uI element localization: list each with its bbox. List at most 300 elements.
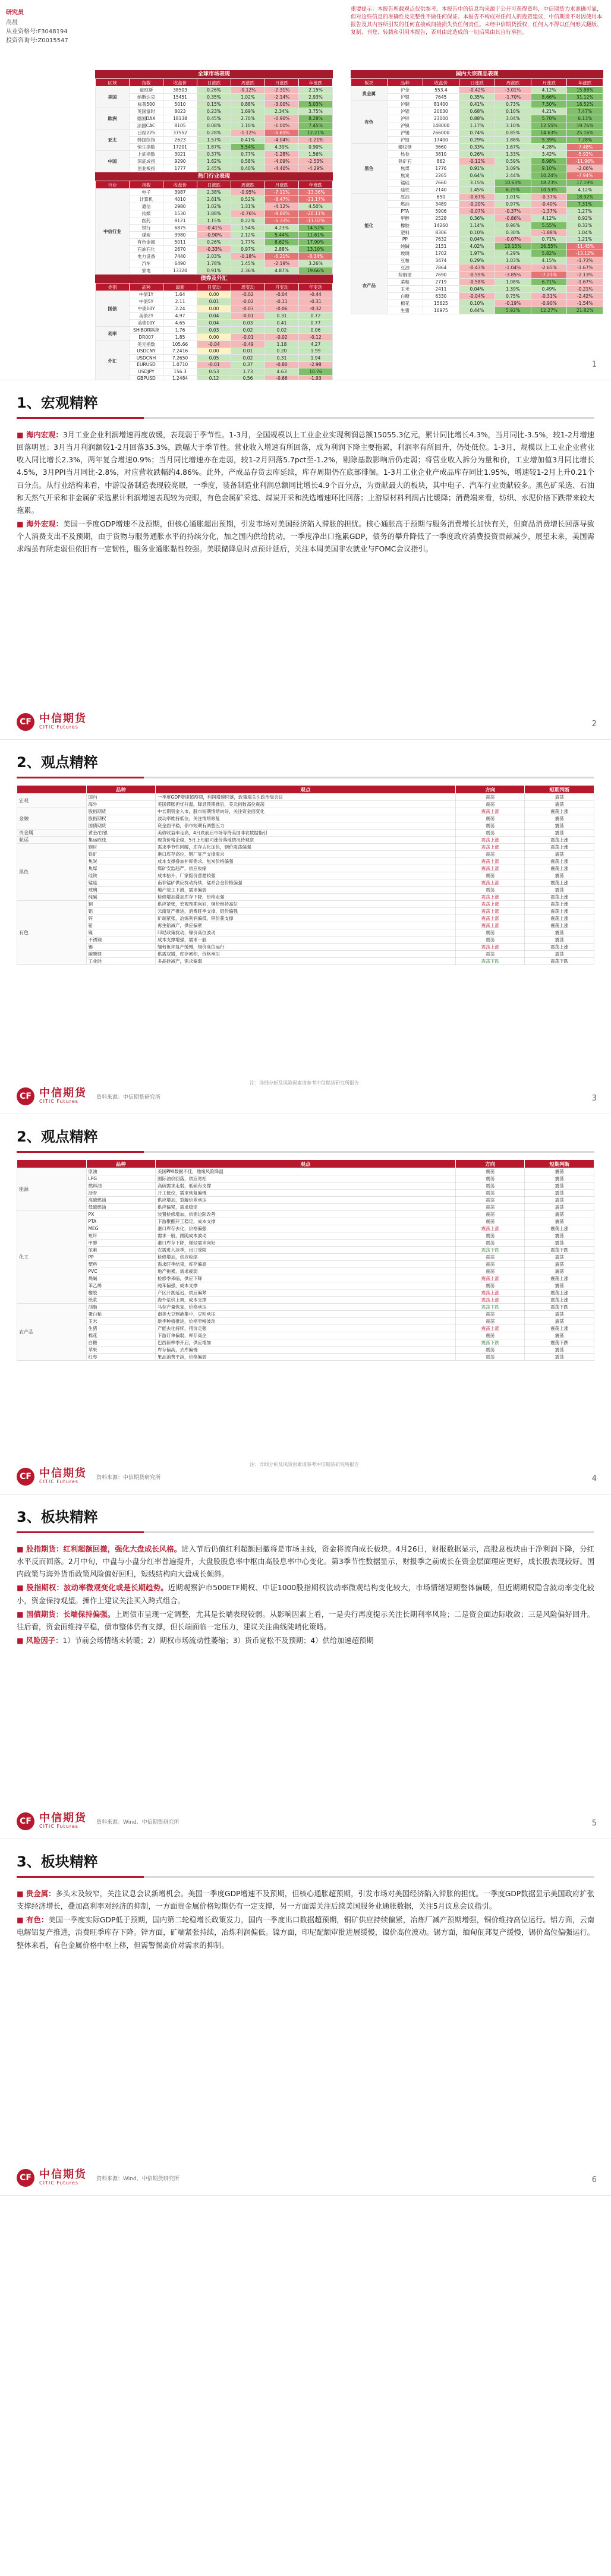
table-cell: 862 — [423, 158, 459, 165]
column-header: 月变动 — [265, 283, 299, 291]
table-row — [96, 298, 333, 305]
table-cell: 震荡 — [525, 851, 594, 858]
section-rule — [17, 1876, 594, 1878]
column-header: 月涨跌 — [531, 79, 567, 87]
table-cell: 美元指数 — [130, 340, 163, 348]
table-cell: -13.36% — [299, 189, 333, 196]
logo-mark-icon: CF — [17, 713, 34, 731]
table-cell: 道琼斯 — [130, 87, 163, 94]
table-cell: -4.09% — [265, 158, 299, 165]
table-cell: 1.08% — [495, 279, 531, 286]
bullet-label: ■ 股指期货： — [17, 1545, 64, 1553]
table-cell: 缅甸佤邦复产缓慢，锡价高位运行 — [156, 944, 456, 951]
table-cell: 橡胶 — [86, 1289, 156, 1297]
table-row — [351, 115, 603, 122]
table-cell: 0.26% — [197, 239, 231, 246]
table-cell: 震荡 — [525, 1204, 594, 1211]
table-cell: 沪银 — [387, 94, 423, 101]
table-cell: 0.97% — [231, 246, 265, 253]
table-cell: 0.44% — [459, 307, 495, 314]
table-cell: 震荡 — [525, 1347, 594, 1354]
table-row — [351, 229, 603, 236]
table-cell: 15.88% — [567, 87, 603, 94]
table-cell: 3021 — [163, 151, 197, 158]
table-cell: 震荡上涨 — [455, 837, 525, 844]
table-cell: 恒生指数 — [130, 144, 163, 151]
table-cell: 15625 — [423, 300, 459, 307]
table-cell: 7440 — [163, 253, 197, 260]
table-row — [351, 286, 603, 293]
table-cell: 0.90% — [299, 144, 333, 151]
table-cell: 4.97 — [163, 313, 197, 320]
table-cell: 不锈钢 — [86, 937, 156, 944]
table-cell: 再生铅减产，供应偏紧 — [156, 922, 456, 929]
table-cell: 1.10% — [231, 122, 265, 130]
table-cell: 震荡 — [525, 1318, 594, 1325]
table-cell: 4.21% — [531, 108, 567, 115]
table-row — [351, 257, 603, 264]
table-row — [96, 158, 333, 165]
table-cell: 高硫燃油 — [86, 1197, 156, 1204]
table-cell: -0.66 — [265, 375, 299, 380]
table-cell: 利率 — [96, 327, 130, 341]
table-cell: -21.17% — [299, 196, 333, 203]
table-cell: -0.04% — [459, 293, 495, 300]
table-cell: 震荡 — [525, 830, 594, 837]
logo-en: CITIC Futures — [39, 1479, 78, 1485]
citic-logo — [17, 713, 87, 731]
table-cell: 5.03% — [299, 101, 333, 108]
table-cell: 震荡 — [525, 1168, 594, 1175]
table-row — [96, 210, 333, 217]
column-header: 类别 — [96, 283, 130, 291]
table-cell: 豆粕 — [387, 257, 423, 264]
table-cell: 2265 — [423, 172, 459, 179]
table-cell: 震荡 — [455, 937, 525, 944]
table-cell: 0.20 — [265, 348, 299, 355]
table-cell: 4.12% — [531, 87, 567, 94]
table-cell: 0.37 — [231, 361, 265, 368]
table-row — [17, 1261, 594, 1268]
table-cell: 纸浆 — [86, 1297, 156, 1304]
table-cell: 650 — [423, 194, 459, 201]
table-cell: 沥青 — [86, 1190, 156, 1197]
page-number: 2 — [591, 720, 597, 729]
table-row — [17, 915, 594, 922]
column-header: 收盘价 — [163, 181, 197, 189]
table-cell: 震荡 — [525, 1183, 594, 1190]
table-row — [351, 179, 603, 187]
table-cell: 一季度GDP增速超预期，利润增速回落，政策端关注政治局会议 — [156, 794, 456, 801]
table-row — [96, 122, 333, 130]
table-cell: 0.12 — [197, 375, 231, 380]
table-cell: 美国PMI数据不佳，地缘风险降温 — [156, 1168, 456, 1175]
table-cell: 1.0710 — [163, 361, 197, 368]
table-cell: 震荡上涨 — [525, 922, 594, 929]
table-row — [96, 348, 333, 355]
table-cell: PVC — [86, 1268, 156, 1275]
table-cell: 1.45% — [459, 187, 495, 194]
bullet-label: ■ 有色： — [17, 1916, 49, 1925]
table-cell: 云南复产推进，消费旺季支撑，铝价偏强 — [156, 908, 456, 915]
table-cell: 震荡 — [525, 951, 594, 958]
citic-logo — [17, 1468, 87, 1486]
table-cell: 股指期货 — [86, 808, 156, 815]
table-cell: -0.12% — [459, 158, 495, 165]
table-cell: 矿端紧张，冶炼利润偏低，锌价获支撑 — [156, 915, 456, 922]
table-cell: 深证成指 — [130, 158, 163, 165]
table-cell: 铜 — [86, 901, 156, 908]
table-cell: 震荡下跌 — [455, 1339, 525, 1347]
table-cell: -11.45% — [567, 243, 603, 250]
table-cell: 外汇 — [96, 340, 130, 380]
table-cell: 13320 — [163, 267, 197, 275]
table-cell: 震荡 — [455, 1218, 525, 1225]
table-row — [351, 165, 603, 172]
paragraph: 3月工业企业利润增速再度放缓，表现弱于季节性。1-3月，全国规模以上工业企业实现利润总额15055.3亿元，累计同比增长4.3%，当月同比-3.5%，较1-2月增速回落明显；3月当月利润额较1-2月回落35.3%，跌幅大于季节性。营业收入增速有所回落，成为利润下降主要拖累，利润率有所回升，仍处低位。1-3月，规模以上工业企业营业收入同比增长2.3%，两年复合增速0.9%；当月同比增速亦在走弱，较1-2月回落5.7pct至-1.2%，剔除基数影响后仍走弱；将营业收入拆分为量和价，工业增加值3月同比增长4.5%，3月PPI当月同比-2.8%，对应营收跌幅约4.86%。此外，产成品存货去库延续，库存周期仍在底部徘徊。1-3月工业企业产成品库存同比1.95%，增速较1-2月上升0.21个百分点。从行业结构来看，中游设备制造表现较亮眼，一季度，装备制造业利润总额同比增长4.9个百分点，为贡献最大的板块，其中电子、汽车行业贡献较多。黑色矿采选、石油和天然气开采和非金属矿采选累计利润增速表现较为亮眼，有色金属矿采选、煤炭开采和洗选增速环比回落；上游原材料利润占比缓降；消费端来看，纺织、水泥价格下跌带来较大拖累。 — [17, 431, 594, 515]
table-row — [17, 1311, 594, 1318]
table-cell: 7645 — [423, 94, 459, 101]
table-row — [351, 222, 603, 229]
table-cell: 9.10% — [531, 165, 567, 172]
table-cell: 棉花 — [86, 1332, 156, 1339]
source: 资料来源：Wind、中信期货研究所 — [96, 1819, 179, 1825]
table-cell: 0.06 — [299, 327, 333, 334]
table-cell: 0.28% — [197, 130, 231, 137]
table-cell: 0.26% — [197, 87, 231, 94]
table-cell: 震荡上涨 — [455, 879, 525, 887]
table-cell: 有色 — [351, 101, 388, 144]
table-cell: 集运欧线 — [86, 837, 156, 844]
column-header: 年涨跌 — [567, 79, 603, 87]
table-cell: 1702 — [423, 250, 459, 257]
table-cell: 1530 — [163, 210, 197, 217]
table-cell: 0.59% — [495, 158, 531, 165]
table-cell: 4.39% — [265, 144, 299, 151]
table-cell: 4.15% — [531, 257, 567, 264]
table-cell: 0.40% — [231, 165, 265, 172]
table-cell: -0.21% — [567, 286, 603, 293]
page-number: 6 — [591, 2175, 597, 2184]
table-row — [17, 1325, 594, 1332]
table-row — [17, 1254, 594, 1261]
table-cell: 马棕产量恢复，价格承压 — [156, 1304, 456, 1311]
table-cell: 0.02 — [265, 327, 299, 334]
table-cell: 148000 — [423, 122, 459, 130]
table-cell: 12.21% — [299, 130, 333, 137]
table-cell: 0.01 — [197, 298, 231, 305]
table-cell: 2.15% — [299, 87, 333, 94]
column-header: 收盘价 — [163, 79, 197, 87]
table-row — [17, 908, 594, 915]
table-cell: 0.91% — [197, 267, 231, 275]
table-cell: 震荡下跌 — [455, 1304, 525, 1311]
bullet-label: ■ 海内宏观： — [17, 431, 63, 439]
table-row — [17, 1282, 594, 1289]
table-cell: 碳酸锂 — [86, 951, 156, 958]
table-cell: 震荡上涨 — [525, 1289, 594, 1297]
table-cell: 震荡 — [525, 1197, 594, 1204]
table-cell: 10.24% — [531, 172, 567, 179]
table-cell: 震荡 — [455, 794, 525, 801]
table-cell: 库存偏高，去库偏慢 — [156, 1347, 456, 1354]
table-row — [96, 327, 333, 334]
table-cell: 震荡上涨 — [525, 808, 594, 815]
table-cell: 银行 — [130, 225, 163, 232]
column-header: 品种 — [387, 79, 423, 87]
table-row — [17, 1304, 594, 1311]
table-row — [17, 894, 594, 901]
table-row — [351, 279, 603, 286]
table-row — [17, 1190, 594, 1197]
table-cell: 震荡 — [455, 1254, 525, 1261]
table-cell: 0.03 — [231, 320, 265, 327]
table-cell: 美债10Y — [130, 320, 163, 327]
column-header: 方向 — [455, 786, 525, 794]
table-cell: 5.39% — [531, 137, 567, 144]
table-row — [17, 1247, 594, 1254]
column-header — [17, 1160, 87, 1168]
table-cell: 0.71% — [531, 236, 567, 243]
table-row — [96, 225, 333, 232]
table-cell: 3.10% — [495, 122, 531, 130]
table-cell: 25.16% — [567, 130, 603, 137]
sector-cell: 农产品 — [17, 1304, 87, 1361]
section-rule — [17, 417, 594, 419]
table-cell: 短纤 — [86, 1232, 156, 1240]
logo-mark-icon: CF — [17, 1812, 34, 1830]
column-header: 观点 — [156, 786, 456, 794]
table-cell: 玻璃 — [86, 887, 156, 894]
table-cell: 燃油 — [387, 201, 423, 208]
table-cell: PP — [387, 236, 423, 243]
source: 资料来源：中信期货研究所 — [96, 1094, 161, 1101]
table-cell: 0.31 — [265, 355, 299, 362]
table-cell: PX — [86, 1211, 156, 1218]
table-row — [351, 172, 603, 179]
column-header: 年涨跌 — [299, 79, 333, 87]
column-header: 方向 — [455, 1160, 525, 1168]
table-cell: 原油 — [387, 194, 423, 201]
table-cell: USDCNH — [130, 355, 163, 362]
table-cell: 震荡 — [525, 887, 594, 894]
table-row — [96, 355, 333, 362]
table-cell: 中信行业 — [96, 189, 130, 275]
table-cell: -2.65% — [531, 264, 567, 272]
table-row — [96, 320, 333, 327]
table-cell: 12.27% — [531, 307, 567, 314]
table-title: 热门行业表现 — [95, 172, 333, 181]
table-cell: 0.10% — [459, 229, 495, 236]
section-title: 3、板块精粹 — [17, 1853, 98, 1870]
table-cell: 中债1Y — [130, 291, 163, 298]
table-cell: 0.64% — [459, 172, 495, 179]
table-cell: -0.01 — [197, 361, 231, 368]
table-cell: 震荡 — [525, 1254, 594, 1261]
table-cell: 1.85 — [163, 334, 197, 341]
table-cell: 2670 — [163, 246, 197, 253]
table-cell: 4.29% — [495, 250, 531, 257]
table-cell: 震荡上涨 — [525, 865, 594, 872]
table-cell: 震荡上涨 — [455, 908, 525, 915]
table-cell: 8023 — [163, 108, 197, 115]
table-row — [351, 158, 603, 165]
table-cell: 震荡 — [455, 1211, 525, 1218]
table-cell: 纳斯达克 — [130, 94, 163, 101]
table-cell: -0.86% — [495, 215, 531, 222]
table-cell: LPG — [86, 1175, 156, 1183]
table-cell: 8.98% — [531, 158, 567, 165]
table-row — [351, 94, 603, 101]
table-cell: 锰硅 — [86, 879, 156, 887]
table-row — [96, 151, 333, 158]
table-cell: 震荡上涨 — [455, 1325, 525, 1332]
table-cell: 焦煤 — [387, 165, 423, 172]
table-cell: 8306 — [423, 229, 459, 236]
table-cell: 铁矿石 — [387, 158, 423, 165]
table-cell: -0.31% — [531, 293, 567, 300]
table-row — [96, 368, 333, 376]
paragraph: 美国一季度实际GDP低于预期，国内第二轮稳增长政策发力，国内一季度出口数据超预期，铜矿供应持续偏紧，冶炼厂减产预期增强，铜价维持高位运行。铝方面，云南电解铝复产推进，消费旺季库存下降。锌方面，矿端紧张持续，冶炼利润偏低。镍方面，印尼配额审批进展缓慢，镍价高位波动。锡方面，缅甸佤邦复产缓慢，锡价高位偏强运行。整体来看，有色金属价格中枢上移，但需警惕高价对需求的抑制。 — [17, 1916, 594, 1950]
table-cell: 7.28% — [567, 137, 603, 144]
table-cell: -2.19% — [265, 260, 299, 267]
table-cell: 苹果 — [86, 1347, 156, 1354]
section-title: 1、宏观精粹 — [17, 395, 98, 411]
table-cell: 13.10% — [299, 246, 333, 253]
table-cell: 4.23% — [265, 225, 299, 232]
table-cell: 6330 — [423, 293, 459, 300]
table-cell: -0.11 — [265, 298, 299, 305]
table-cell: -3.01% — [495, 87, 531, 94]
table-cell: 震荡 — [455, 1318, 525, 1325]
table-row — [96, 334, 333, 341]
table-cell: 震荡上涨 — [455, 944, 525, 951]
table-cell: 1.02% — [197, 203, 231, 210]
table-cell: 14.52% — [299, 225, 333, 232]
table-cell: 2719 — [423, 279, 459, 286]
table-cell: 烧碱 — [86, 1275, 156, 1282]
views-table-1 — [17, 785, 594, 965]
table-cell: 7632 — [423, 236, 459, 243]
table-note: 注：详细分析及风险因素请参考中信期货研究所报告 — [250, 1080, 359, 1086]
table-cell: 0.29% — [459, 257, 495, 264]
table-cell: 震荡上涨 — [455, 858, 525, 865]
table-cell: -0.90% — [265, 115, 299, 122]
table-cell: 震荡 — [455, 1183, 525, 1190]
table-cell: 震荡上涨 — [525, 901, 594, 908]
table-cell: 0.03 — [197, 327, 231, 334]
table-title: 国内大宗商品表现 — [351, 70, 603, 78]
table-cell: 26.55% — [531, 243, 567, 250]
table-cell: -1.93 — [299, 375, 333, 380]
table-cell: 沪铅 — [387, 137, 423, 144]
table-cell: -1.67% — [567, 264, 603, 272]
table-cell: -0.42% — [459, 87, 495, 94]
table-cell: 0.22% — [231, 217, 265, 225]
table-cell: 1.56% — [299, 151, 333, 158]
logo-mark-icon: CF — [17, 2169, 34, 2187]
table-cell: 1.01% — [495, 194, 531, 201]
table-cell: -5.92% — [567, 151, 603, 158]
table-cell: 0.77 — [299, 320, 333, 327]
table-cell: -1.21% — [299, 137, 333, 144]
table-cell: -0.07% — [495, 236, 531, 243]
section-title: 2、观点精粹 — [17, 1128, 98, 1145]
table-cell: 5.82% — [531, 250, 567, 257]
table-row — [17, 1204, 594, 1211]
table-cell: 贵金属 — [351, 87, 388, 101]
table-cell: 菜粕 — [387, 279, 423, 286]
table-cell: 震荡 — [525, 1190, 594, 1197]
table-cell: -0.67% — [459, 194, 495, 201]
table-cell: 供应增加，裂解价差承压 — [156, 1197, 456, 1204]
sector-text — [17, 1543, 594, 1648]
table-cell: 553.4 — [423, 87, 459, 94]
table-cell: 18.92% — [567, 194, 603, 201]
logo-en: CITIC Futures — [39, 724, 78, 730]
table-cell: 17201 — [163, 144, 197, 151]
table-cell: -1.70% — [495, 94, 531, 101]
table-cell: 1.04% — [567, 229, 603, 236]
column-header: 指数 — [130, 181, 163, 189]
table-cell: -9.80% — [265, 210, 299, 217]
table-cell: 震荡 — [525, 872, 594, 879]
table-cell: -0.04 — [265, 291, 299, 298]
table-cell: -0.12% — [231, 87, 265, 94]
table-row — [17, 879, 594, 887]
table-cell: 2.24 — [163, 305, 197, 313]
table-cell: -0.43% — [459, 264, 495, 272]
table-cell: 下游订单偏弱，库存高企 — [156, 1332, 456, 1339]
table-cell: 中长期资金入市，股市短期情绪向好，关注资金面变化 — [156, 808, 456, 815]
table-cell: 美国滞胀担忧升温，降息预期推后，美元指数高位震荡 — [156, 801, 456, 808]
table-cell: 4.27 — [299, 340, 333, 348]
page-6 — [0, 1839, 611, 2196]
table-cell: 蛋白粕 — [86, 1311, 156, 1318]
table-cell: -11.96% — [567, 158, 603, 165]
table-cell: 产能去化持续，猪价走强 — [156, 1325, 456, 1332]
table-cell: 0.56 — [231, 375, 265, 380]
page-number: 5 — [591, 1819, 597, 1828]
table-cell: 0.01 — [231, 348, 265, 355]
table-cell: 156.3 — [163, 368, 197, 376]
table-cell: 震荡上涨 — [455, 915, 525, 922]
table-row — [351, 87, 603, 94]
table-row — [17, 1211, 594, 1218]
table-cell: 2.11 — [163, 298, 197, 305]
page-number: 1 — [591, 360, 597, 369]
table-cell: 锰硅 — [387, 179, 423, 187]
table-cell: 7.47% — [567, 108, 603, 115]
table-cell: 1.31% — [231, 203, 265, 210]
table-cell: -3.85% — [495, 272, 531, 279]
table-cell: 1.27% — [567, 208, 603, 215]
table-row — [351, 293, 603, 300]
table-cell: USDJPY — [130, 368, 163, 376]
sector-cell: 化工 — [17, 1211, 87, 1304]
table-cell: 多晶硅减产，需求偏弱 — [156, 958, 456, 965]
sector-text — [17, 1888, 594, 1953]
table-row — [351, 144, 603, 151]
table-cell: 塑料 — [387, 229, 423, 236]
table-cell: 17400 — [423, 137, 459, 144]
table-cell: 1.87% — [197, 144, 231, 151]
table-row — [17, 794, 594, 801]
table-cell: 0.68% — [459, 108, 495, 115]
table-cell: 5.70% — [531, 115, 567, 122]
table-cell: 震荡 — [455, 851, 525, 858]
bullet-label: ■ 风险因子： — [17, 1636, 63, 1645]
